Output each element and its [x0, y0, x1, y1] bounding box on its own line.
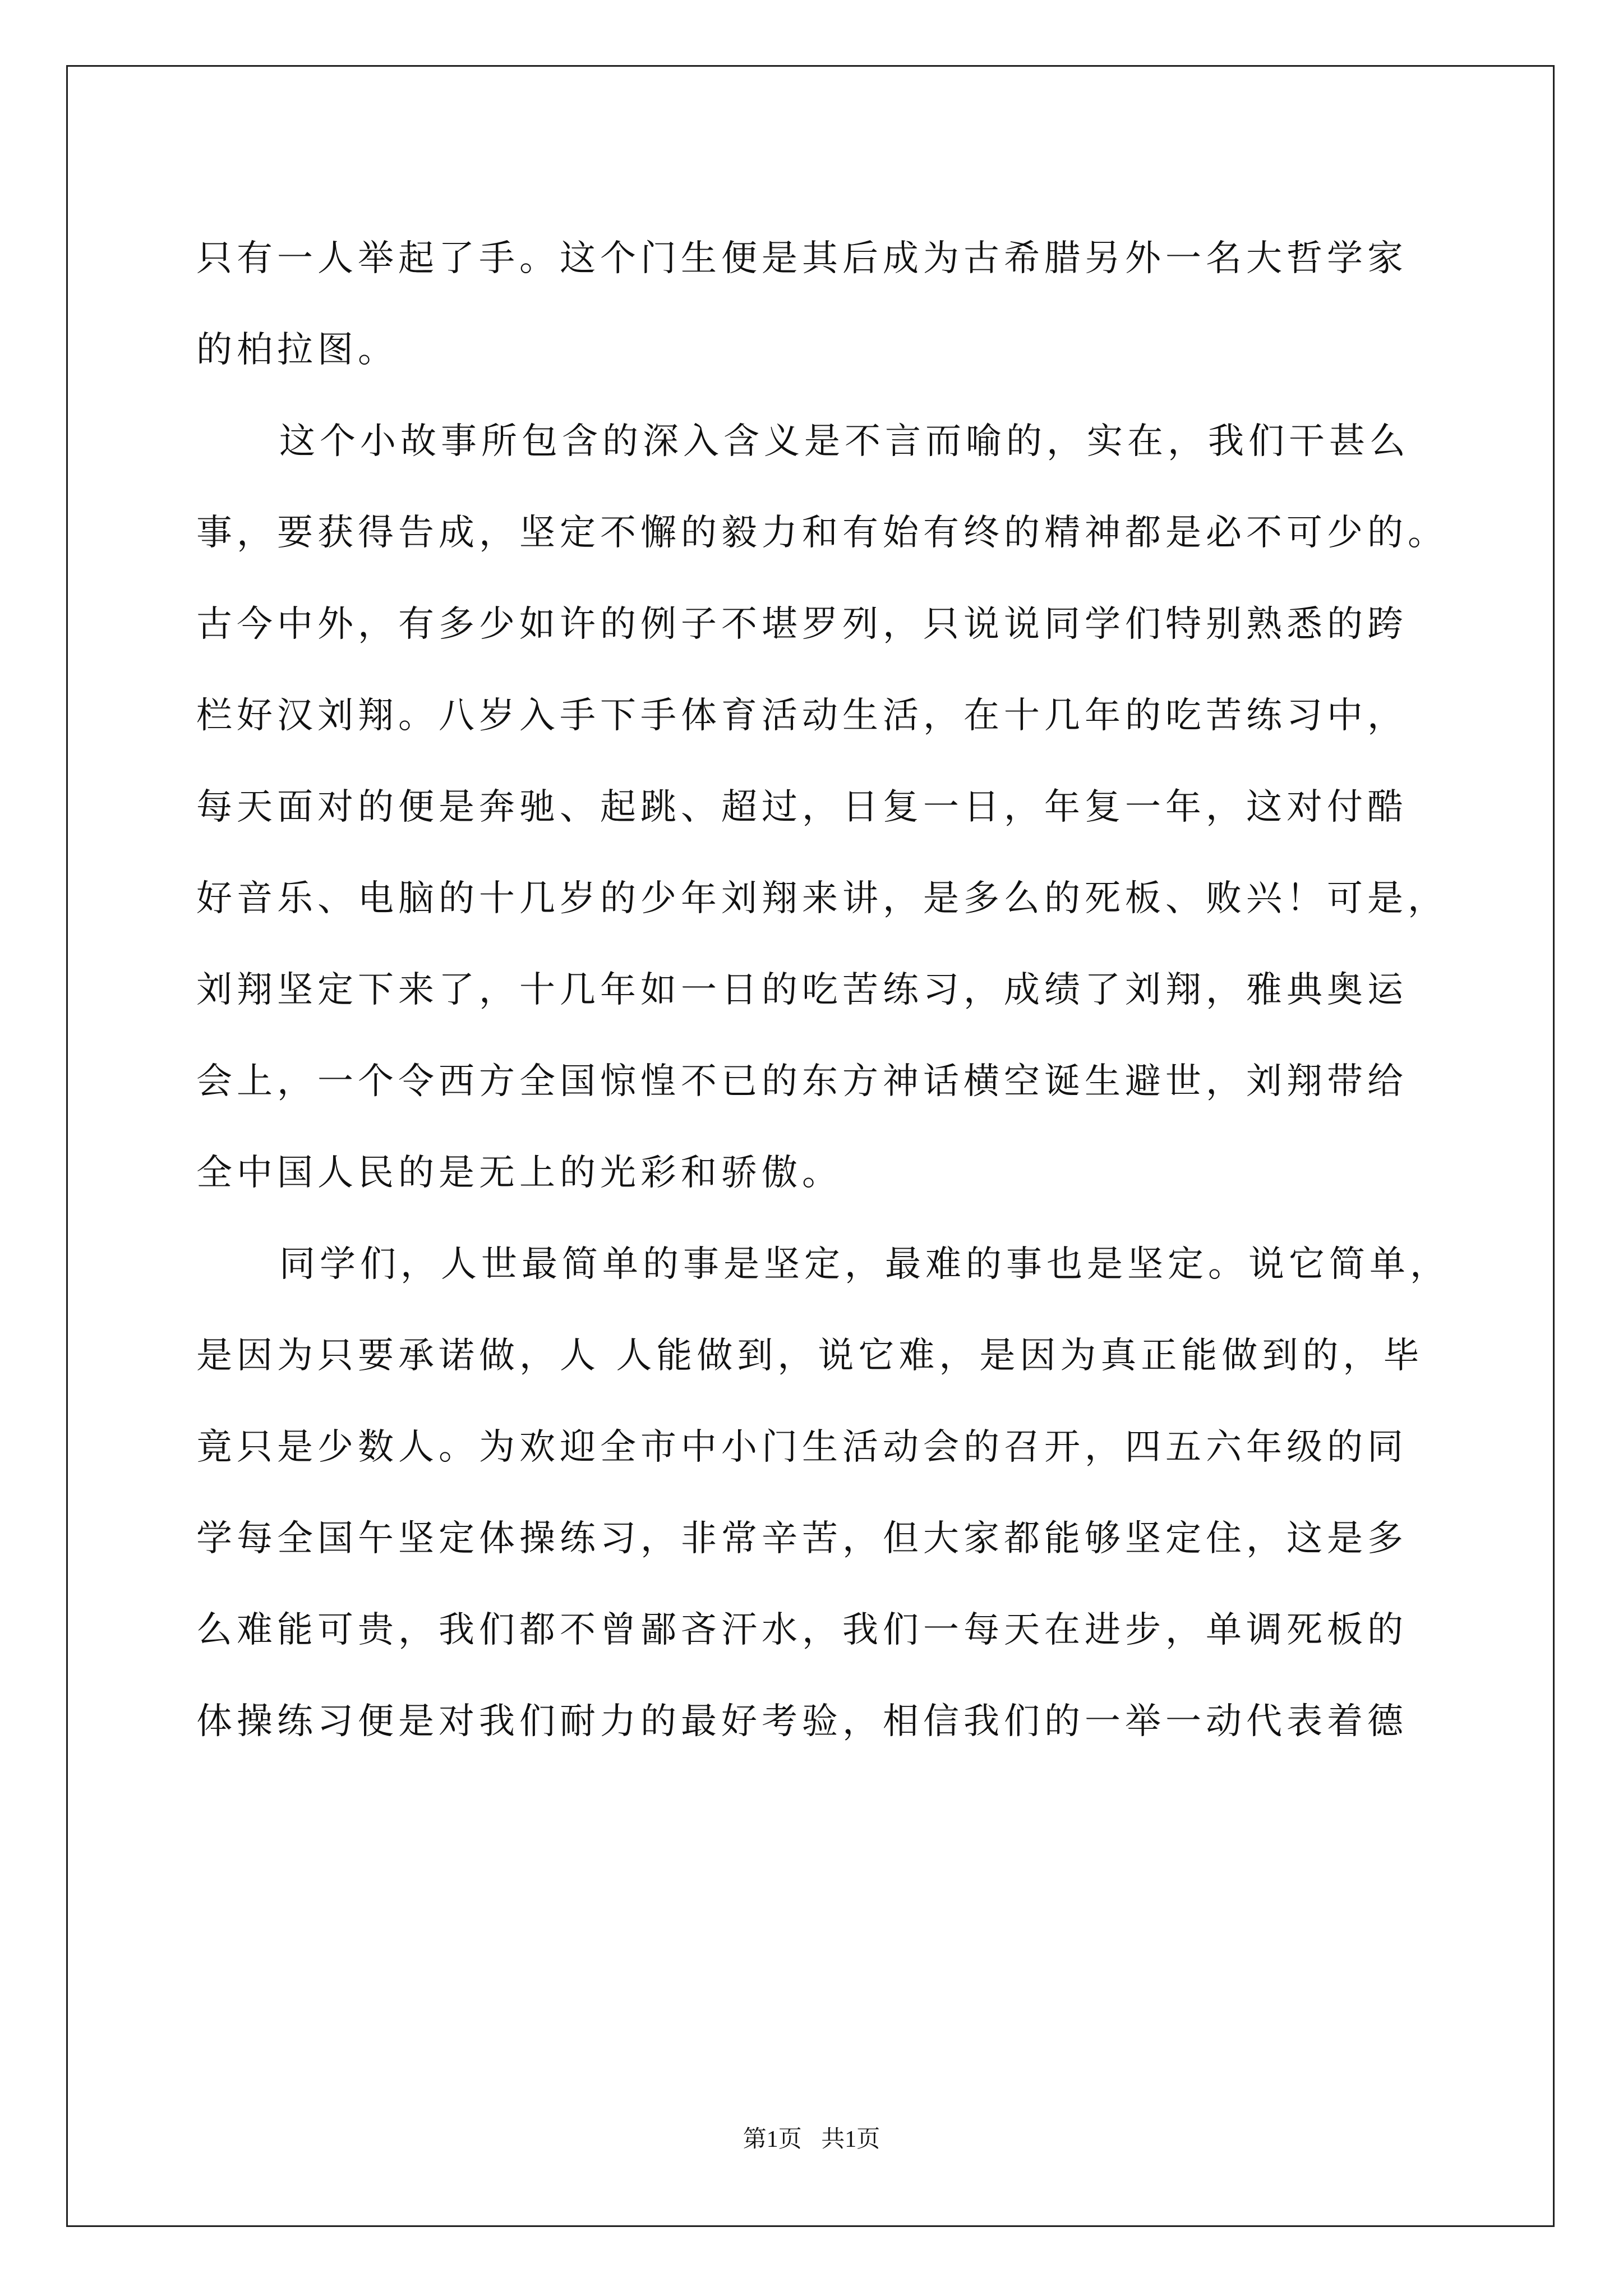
text-line: 这个小故事所包含的深入含义是不言而喻的，实在，我们干甚么: [279, 421, 1410, 462]
paragraph: [196, 1219, 1450, 1768]
paragraph: [196, 396, 1448, 1219]
text-line: 同学们，人世最简单的事是坚定，最难的事也是坚定。说它简单，: [279, 1244, 1450, 1285]
page-footer: [0, 2120, 1623, 2154]
text-line: 是因为只要承诺做，人 人能做到，说它难，是因为真正能做到的，毕: [196, 1335, 1424, 1377]
text-line: 刘翔坚定下来了，十几年如一日的吃苦练习，成绩了刘翔，雅典奥运: [196, 969, 1408, 1011]
text-line: 学每全国午坚定体操练习，非常辛苦，但大家都能够坚定住，这是多: [196, 1518, 1408, 1559]
document-body: [196, 213, 1450, 1768]
text-line: 好音乐、电脑的十几岁的少年刘翔来讲，是多么的死板、败兴！可是，: [196, 878, 1448, 919]
text-line: 古今中外，有多少如许的例子不堪罗列，只说说同学们特别熟悉的跨: [196, 604, 1408, 645]
text-line: 体操练习便是对我们耐力的最好考验，相信我们的一举一动代表着德: [196, 1701, 1408, 1742]
page-number: 第1页: [743, 2127, 802, 2152]
text-line: 竟只是少数人。为欢迎全市中小门生活动会的召开，四五六年级的同: [196, 1427, 1408, 1468]
text-line: 每天面对的便是奔驰、起跳、超过，日复一日，年复一年，这对付酷: [196, 786, 1408, 828]
text-line: 会上，一个令西方全国惊惶不已的东方神话横空诞生避世，刘翔带给: [196, 1061, 1408, 1102]
text-line: 只有一人举起了手。这个门生便是其后成为古希腊另外一名大哲学家: [196, 238, 1408, 279]
paragraph: [196, 213, 1430, 396]
text-line: 栏好汉刘翔。八岁入手下手体育活动生活，在十几年的吃苦练习中，: [196, 695, 1408, 737]
text-line: 的柏拉图。: [196, 329, 398, 371]
text-line: 事，要获得告成，坚定不懈的毅力和有始有终的精神都是必不可少的。: [196, 512, 1448, 554]
page-total: 共1页: [821, 2127, 880, 2152]
text-line: 全中国人民的是无上的光彩和骄傲。: [196, 1152, 842, 1194]
text-line: 么难能可贵，我们都不曾鄙吝汗水，我们一每天在进步，单调死板的: [196, 1609, 1408, 1651]
